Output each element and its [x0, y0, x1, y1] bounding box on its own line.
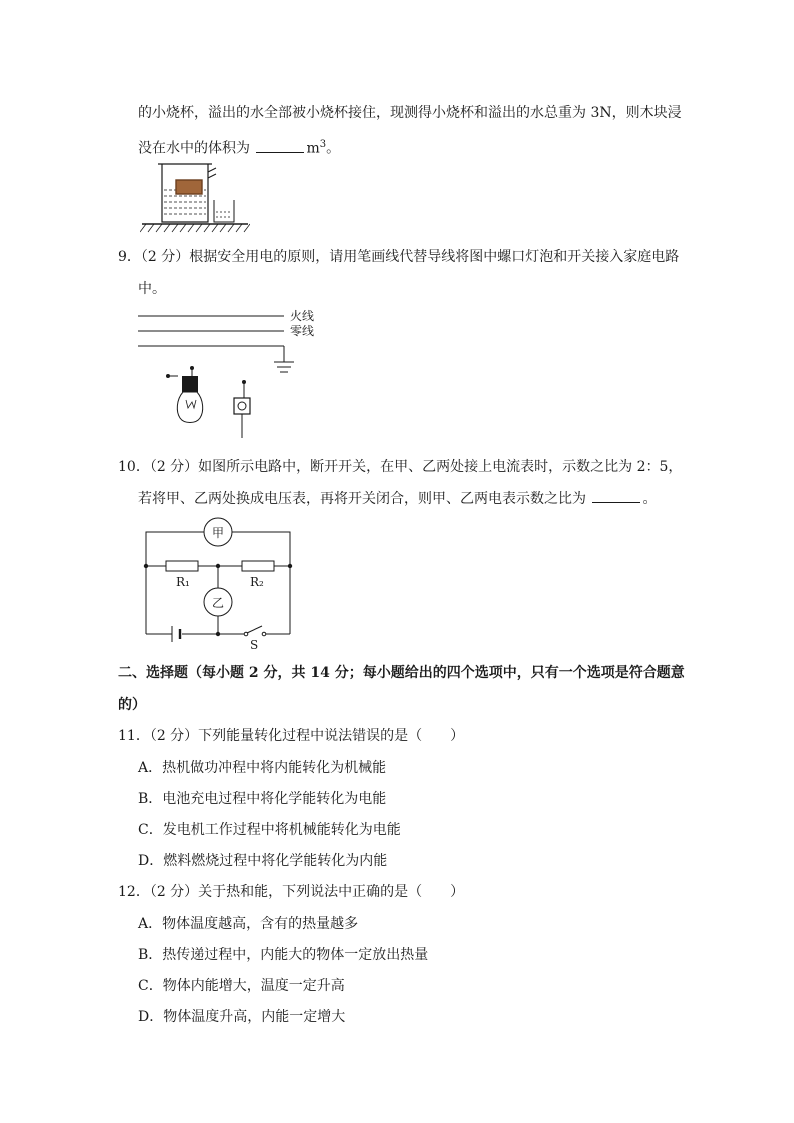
q12-option-b: B．热传递过程中，内能大的物体一定放出热量: [138, 947, 429, 963]
q11-option-d: D．燃料燃烧过程中将化学能转化为内能: [138, 853, 388, 869]
q11-option-a: A．热机做功冲程中将内能转化为机械能: [138, 760, 387, 776]
q10-line2-end: 。: [642, 491, 657, 507]
answer-blank: [256, 140, 304, 153]
r2-label: R₂: [250, 575, 264, 589]
q12-option-d: D．物体温度升高，内能一定增大: [138, 1009, 346, 1025]
q11-option-b: B．电池充电过程中将化学能转化为电能: [138, 791, 387, 807]
q8-unit-exponent: 3: [319, 139, 327, 150]
beaker-figure: [140, 158, 250, 238]
live-wire-label: 火线: [290, 309, 315, 323]
meter-jia-label: 甲: [212, 526, 225, 540]
q12-option-c: C．物体内能增大，温度一定升高: [138, 978, 345, 994]
q8-text-line1: 的小烧杯，溢出的水全部被小烧杯接住，现测得小烧杯和溢出的水总重为 3N，则木块浸: [138, 105, 682, 121]
q9-text-line1: 9．（2 分）根据安全用电的原则，请用笔画线代替导线将图中螺口灯泡和开关接入家庭电路: [118, 249, 680, 265]
q11-option-c: C．发电机工作过程中将机械能转化为电能: [138, 822, 401, 838]
q8-unit: m: [306, 140, 320, 157]
q8-line2-end: 。: [326, 140, 341, 157]
neutral-wire-label: 零线: [290, 324, 315, 338]
q11-stem: 11．（2 分）下列能量转化过程中说法错误的是（ ）: [118, 728, 465, 744]
meter-yi-label: 乙: [212, 596, 225, 610]
switch-label: S: [250, 638, 259, 652]
q10-line2-prefix: 若将甲、乙两处换成电压表，再将开关闭合，则甲、乙两电表示数之比为: [138, 491, 586, 507]
q12-option-a: A．物体温度越高，含有的热量越多: [138, 916, 359, 932]
switch-s-icon: [244, 626, 266, 636]
q12-stem: 12．（2 分）关于热和能，下列说法中正确的是（ ）: [118, 884, 465, 900]
section2-heading-line2: 的）: [118, 697, 146, 713]
answer-blank: [592, 490, 640, 503]
household-circuit-figure: [130, 304, 330, 444]
ground-symbol: [274, 362, 294, 372]
q10-text-line2: [138, 490, 656, 508]
q8-text-line2: [138, 136, 340, 158]
section2-heading-line1: 二、选择题（每小题 2 分，共 14 分；每小题给出的四个选项中，只有一个选项是符合题意: [118, 665, 685, 681]
bulb-icon: [166, 366, 203, 423]
switch-icon: [234, 380, 250, 438]
q10-text-line1: 10．（2 分）如图所示电路中，断开开关，在甲、乙两处接上电流表时，示数之比为 2：5，: [118, 459, 683, 475]
q8-line2-prefix: 没在水中的体积为: [138, 140, 250, 157]
q9-text-line2: 中。: [138, 281, 166, 297]
r1-label: R₁: [176, 575, 190, 589]
battery-icon: [172, 626, 180, 642]
wood-block: [176, 180, 202, 194]
series-circuit-figure: [140, 514, 300, 642]
